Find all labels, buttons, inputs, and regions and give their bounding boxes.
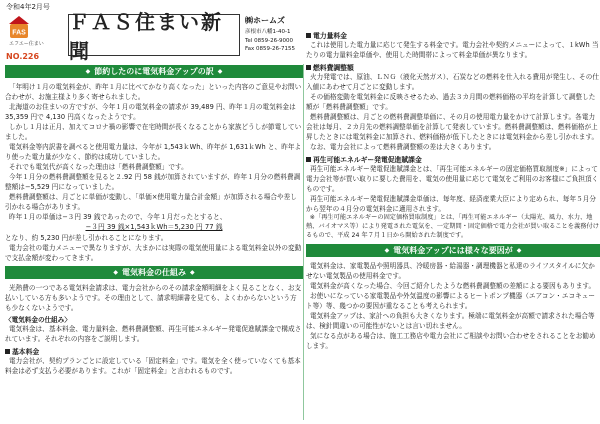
- company-info: [245, 15, 305, 54]
- issue-date: 令和4年2月号: [6, 3, 50, 11]
- article-paragraph: 気になる点がある場合は、施工工務店や電力会社にご相談やお問い合わせをされることをお勧めします。: [306, 332, 596, 351]
- footnote: ※「再生可能エネルギーの固定価格買取制度」とは、「再生可能エネルギー（太陽光、風力、水力、地熱、バイオマス等）により発電された電気を、一定期間・固定価格で電力会社が買い取ることを義務付けるもので、平成 24 年７月１日から開始された制度です。: [306, 214, 599, 240]
- article-paragraph: なお、電力会社によって燃料費調整額の差は大きくあります。: [309, 143, 496, 152]
- logo-subtext: エフエー住まい: [9, 41, 44, 47]
- column-divider: [303, 64, 304, 420]
- article-paragraph: 北海道のお住まいの方ですが、今年１月の電気料金の請求が 39,489 円、昨年１月の電気料金は 35,359 円で 4,130 円高くなったようです。: [5, 103, 296, 122]
- banner-title: 電気料金の仕組み: [122, 268, 186, 278]
- article-paragraph: 電気料金等内訳書を調べると使用電力量は、今年が 1,543ｋWh、昨年が 1,631ｋWh と、昨年より使った電力量が少なく、節約は成功していました。: [5, 143, 302, 162]
- section-banner-factors: [306, 244, 600, 257]
- banner-title: 節約したのに電気料金アップの訳: [94, 67, 214, 76]
- subheading: 〈電気料金の仕組み〉: [5, 316, 71, 325]
- article-paragraph: 今年１月分の燃料費調整額を見ると２.92 円 58 銭が加算されていますが、昨年１月分の燃料費調整額は−5,529 円になっていました。: [5, 173, 301, 192]
- company-name: ㈱ホームズ: [245, 16, 285, 25]
- company-tel: Tel 0859-26-9000: [245, 37, 294, 44]
- left-column: [5, 62, 303, 424]
- article-paragraph: 電気料金は、家電製品や照明器具、冷暖房器・給湯器・調理機器と私達のライフスタイルに欠かせない電気製品の使用料金です。: [306, 262, 595, 281]
- heading-text: 電力量料金: [313, 32, 347, 40]
- article-paragraph: 電気料金は、基本料金、電力量料金、燃料費調整額、再生可能エネルギー発電促進賦課金で構成されています。それぞれの内容をご説明します。: [5, 325, 302, 344]
- square-bullet-icon: [306, 65, 311, 70]
- diamond-icon: ◆: [190, 269, 195, 277]
- article-paragraph: しかし１月は正月、加えてコロナ禍の影響で在宅時間が長くなることから家族どうしが節電していました。: [5, 123, 302, 142]
- newsletter-title-box: [68, 10, 240, 63]
- section-heading: [306, 62, 600, 72]
- article-paragraph: 燃料費調整額は、月ごとに単価が変動し、「単価×使用電力量合計金額」が加算される場合や差し引かれる場合があります。: [5, 193, 297, 212]
- square-bullet-icon: [306, 157, 311, 162]
- company-fax: Fax 0859-26-7155: [245, 46, 295, 53]
- fas-logo-icon: [7, 14, 31, 40]
- article-paragraph: 電気料金が高くなった場合、今回ご紹介したような燃料費調整額の差額による要因もあります。: [309, 282, 596, 291]
- diamond-icon: ◆: [516, 247, 522, 255]
- section-heading: [306, 154, 600, 164]
- heading-text: 再生可能エネルギー発電促進賦課金: [313, 156, 422, 165]
- issue-number: NO.226: [6, 52, 40, 61]
- article-paragraph: それでも電気代が高くなった理由は「燃料費調整額」です。: [8, 163, 188, 172]
- article-paragraph: 再生可能エネルギー発電促進賦課金とは、「再生可能エネルギーの固定価格買取制度※」によって電力会社等が買い取りに要した費用を、電気の使用量に応じて電気をご利用のお客様にご負担頂くものです。: [306, 165, 599, 194]
- diamond-icon: ◆: [217, 68, 223, 75]
- diamond-icon: ◆: [85, 68, 91, 75]
- square-bullet-icon: [306, 33, 311, 38]
- article-paragraph: 再生可能エネルギー発電促進賦課金単価は、毎年度、経済産業大臣により定められ、毎年５月分から翌年の４月分の電気料金に適用されます。: [306, 195, 597, 214]
- section-heading: [306, 30, 600, 40]
- article-paragraph: 電気料金アップは、家計への負担も大きくなります。極端に電気料金が高額で請求された場合等は、検針間違いの可能性がないとは言い切れません。: [306, 312, 595, 331]
- heading-text: 燃料費調整額: [313, 64, 354, 73]
- heading-text: 基本料金: [12, 348, 40, 357]
- logo-text: FAS: [12, 29, 26, 37]
- article-paragraph: となり、約 5,230 円が差し引かれることになります。: [5, 234, 168, 243]
- banner-title: 電気料金アップには様々な要因が: [393, 246, 513, 256]
- article-paragraph: 光熱費の一つである電気料金請求は、電力会社からのその請求金額明細をよく見ることなく、お支払いしている方も多いようです。その理由として、請求明細書を見ても、よくわからないという方も少なくないようです。: [5, 284, 302, 313]
- calculation-formula: −３円 39 銭×1,543ｋWh＝5,230 円 77 銭: [85, 223, 223, 232]
- article-paragraph: 昨年１月の単価は−３円 39 銭であったので、今年１月だったとすると、: [8, 213, 227, 222]
- article-paragraph: その価格変動を電気料金に反映させるため、過去３カ月間の燃料価格の平均を計算して調整した額が「燃料費調整額」です。: [306, 93, 596, 112]
- article-paragraph: 燃料費調整額は、月ごとの燃料費調整単価に、その月の使用電力量をかけて計算します。各電力会社は毎月、２カ月先の燃料調整単価を計算して発表しています。燃料費調整額は、燃料価格が上昇したときには電気料金に加算され、燃料価格が低下したときには電気料金から差し引かれます。: [306, 113, 599, 142]
- square-bullet-icon: [5, 349, 10, 354]
- article-paragraph: 電力会社の電力メニューで異なりますが、大まかには実際の電気使用量による電気料金以外の変動で支払金額が変わってきます。: [5, 244, 302, 263]
- section-banner-mechanism: [5, 266, 303, 279]
- newsletter-title: ＦＡＳ住まい新聞: [69, 10, 223, 63]
- article-paragraph: お使いになっている家電製品や外気温度の影響によるヒートポンプ機器（エアコン・エコキュート等）等、幾つかの要因が重なることも考えられます。: [306, 292, 596, 311]
- section-banner-savings: [5, 65, 303, 78]
- company-address: 彦根市八幡1-40-1: [245, 28, 291, 35]
- article-paragraph: 電力会社が、契約プランごとに設定している「固定料金」です。電気を全く使っていなくても基本料金は必ず支払う必要があります。これが「固定料金」と言われるものです。: [5, 357, 301, 376]
- diamond-icon: ◆: [113, 269, 118, 277]
- right-column: [306, 28, 600, 424]
- article-paragraph: これは使用した電力量に応じて発生する料金です。電力会社や契約メニューによって、１kWh 当たりの電力量料金単価や、使用した時間帯によって料金単価が異なります。: [306, 41, 599, 60]
- section-heading: [5, 346, 303, 356]
- article-paragraph: 「年明け１月の電気料金が、昨年１月に比べてかなり高くなった」といった内容のご意見やお問い合わせが、お施主様より多く寄せられました。: [5, 83, 302, 102]
- article-paragraph: 火力発電では、原油、ＬＮＧ（液化天然ガス）、石炭などの燃料を仕入れる費用が発生し、その仕入値にあわせて月ごとに変動します。: [306, 73, 599, 92]
- calculation-line: [5, 222, 303, 233]
- diamond-icon: ◆: [384, 247, 390, 255]
